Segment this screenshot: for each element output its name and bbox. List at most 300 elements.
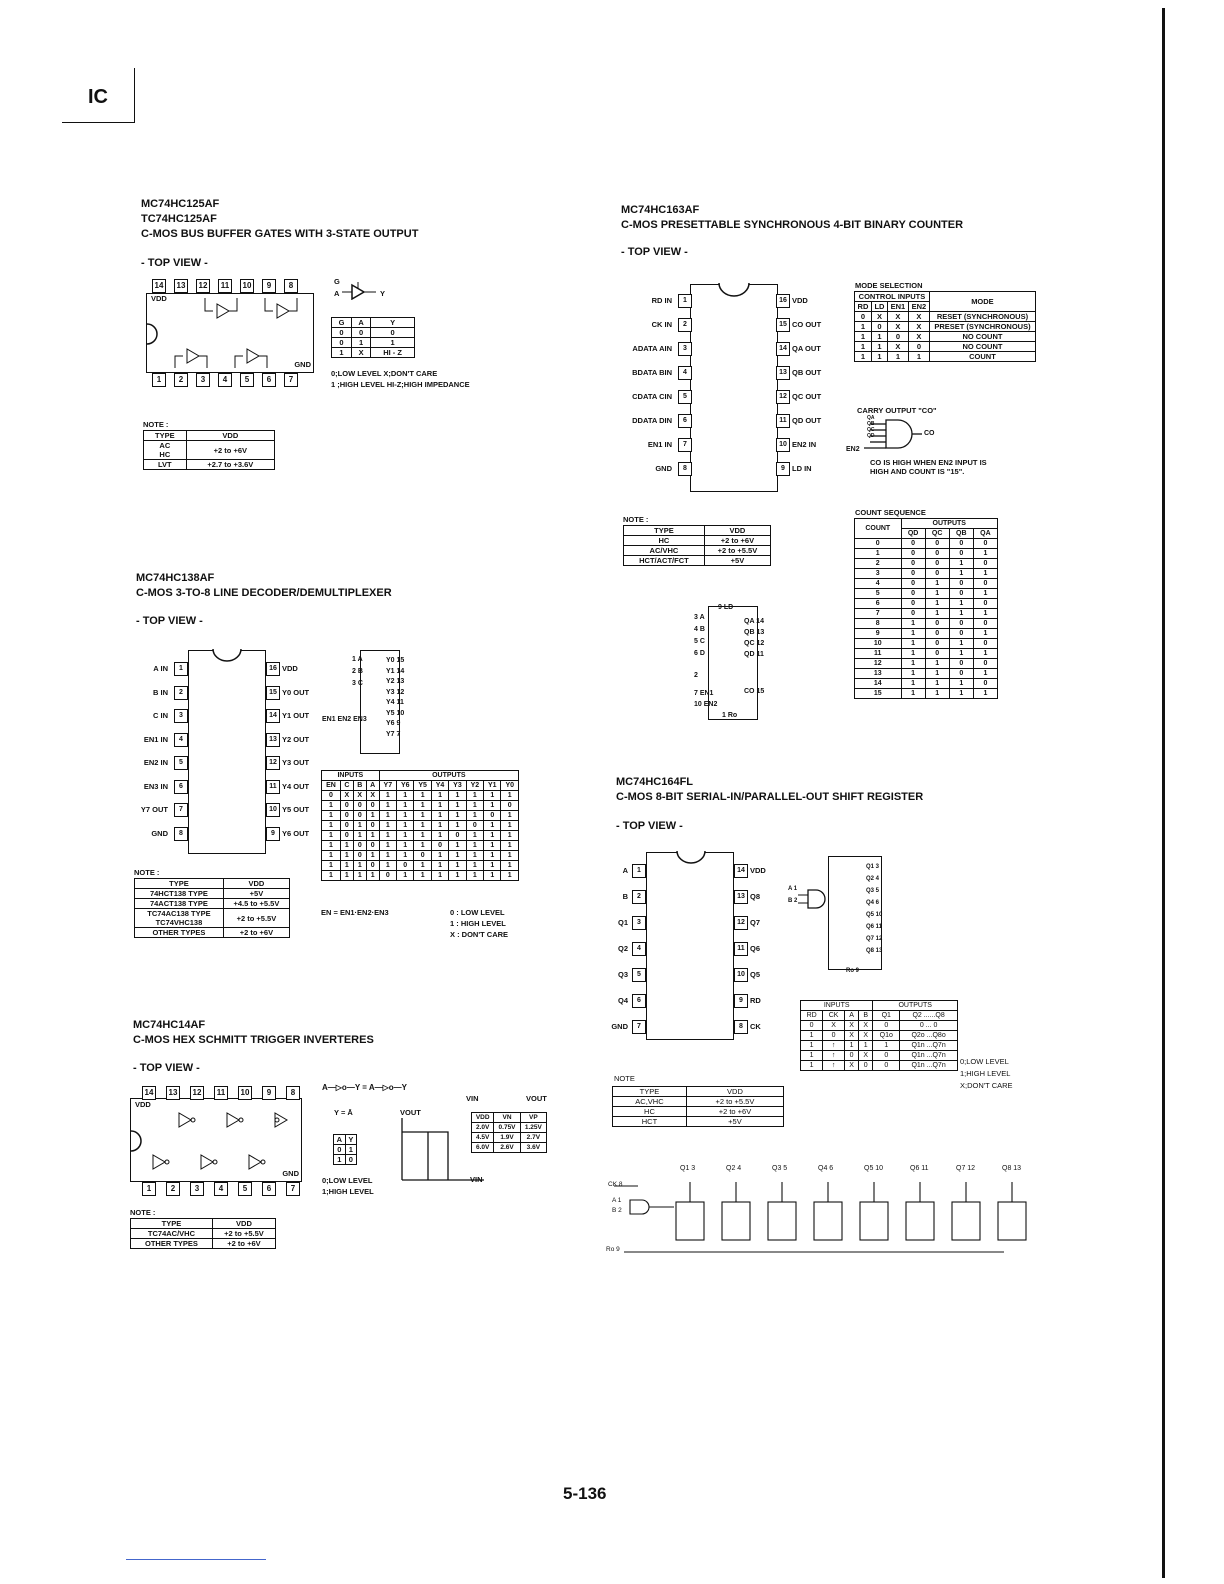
s164-right-pin-num: 9 [734,994,748,1008]
cell: 1 [844,1041,858,1051]
cell: 1 [397,801,414,811]
cell: AC,VHC [613,1097,687,1107]
s164-note-label: NOTE [614,1074,635,1083]
s164-chain-ro: Ro 9 [606,1246,620,1253]
s164-logic-out-2: Q3 5 [866,888,880,894]
cell: 0 [949,579,973,589]
s164-logic-bottom: Ro 9 [846,968,860,974]
cell: 0 [901,539,925,549]
cell: OUTPUTS [873,1001,958,1011]
s163-right-pin-num: 16 [776,294,790,308]
cell: 0 [340,801,353,811]
flip-flop [768,1202,796,1240]
header-cell: EN [322,781,341,791]
cell: 0 [844,1051,858,1061]
cell: QB [949,529,973,539]
s163-logic-out-0: QA 14 [744,618,764,625]
cell: +2 to +5.5V [223,909,289,928]
s125-top-pin: 8 [284,279,298,293]
cell: 1 [366,831,379,841]
s14-note-label: NOTE : [130,1208,156,1217]
s163-left-pin-label: BDATA BIN [632,368,672,377]
cell: 1 [973,549,997,559]
cell: X [844,1061,858,1071]
cell: +5V [223,889,289,899]
cell: 1 [873,1041,900,1051]
s163-left-pin-label: CDATA CIN [632,392,672,401]
cell: 1 [949,599,973,609]
s138-right-pin-label: Y1 OUT [282,711,310,720]
s163-logic-out-3: QD 11 [744,651,764,658]
cell: 0 [353,811,366,821]
table-row [855,312,1036,322]
cell: 1 [431,791,448,801]
cell: 1 [353,821,366,831]
s164-chain-ck: CK 8 [608,1181,623,1188]
cell: 1 [353,871,366,881]
s164-left-pin-num: 3 [632,916,646,930]
cell: X [887,342,908,352]
cell: 1 [379,811,396,821]
table-row [855,649,998,659]
s164-chain-output: Q7 12 [956,1165,976,1172]
cell: X [823,1021,845,1031]
cell: 1 [925,589,949,599]
s138-left-pin-num: 5 [174,756,188,770]
cell: +2 to +5.5V [704,546,770,556]
s163-carry-in-qa: QA [867,415,875,421]
cell: NO COUNT [929,332,1035,342]
s163-right-pin-num: 15 [776,318,790,332]
cell: 1 [949,569,973,579]
cell: 0 [873,1061,900,1071]
s125-sym-a: A [334,289,340,298]
cell: 0 [353,801,366,811]
s138-right-pin-num: 15 [266,686,280,700]
s164-chain-output: Q1 3 [680,1165,696,1172]
cell: TYPE [135,879,224,889]
s163-count-title: COUNT SEQUENCE [855,508,926,517]
cell: 1 [379,791,396,801]
cell: +2 to +6V [212,1239,275,1249]
table-row [855,569,998,579]
cell: AC/VHC [624,546,705,556]
cell: 1 [871,332,887,342]
s164-chain-output: Q8 13 [1002,1165,1022,1172]
s138-right-pin-label: VDD [282,664,298,673]
s164-legend-1: 0;LOW LEVEL [960,1057,1009,1066]
cell: 1 [973,669,997,679]
table-row [322,831,519,841]
s138-left-pin-label: A IN [153,664,168,673]
cell: X [908,332,929,342]
cell: +5V [686,1117,783,1127]
cell: 0 ... 0 [900,1021,958,1031]
table-row [855,352,1036,362]
s138-legend-1: 0 : LOW LEVEL [450,908,505,917]
header-cell: RD [801,1011,823,1021]
s138-logic-b: 2 B [352,668,363,675]
s164-legend-3: X;DON'T CARE [960,1081,1013,1090]
s164-right-pin-label: CK [750,1022,761,1031]
cell: 1 [379,851,396,861]
cell: 0 [949,669,973,679]
cell: 1 [340,851,353,861]
cell: 1 [449,801,466,811]
cell: 1 [322,871,341,881]
s164-left-pin-num: 4 [632,942,646,956]
s163-right-pin-num: 9 [776,462,790,476]
s163-carry-in-qc: QC [867,427,875,433]
s164-chip [646,852,734,1040]
s163-left-pin-num: 4 [678,366,692,380]
s163-right-pin-label: QA OUT [792,344,821,353]
cell: 0 [949,629,973,639]
cell: X [859,1031,873,1041]
cell: +2 to +6V [186,441,274,460]
cell: 1 [973,609,997,619]
cell: 0 [949,539,973,549]
s163-logic-out-2: QC 12 [744,640,765,647]
s14-inverters-drawing [131,1099,301,1181]
header-cell: Y2 [466,781,483,791]
cell: 1 [466,861,483,871]
table-row [855,689,998,699]
s138-line-2: C-MOS 3-TO-8 LINE DECODER/DEMULTIPLEXER [136,587,392,599]
s163-note-table [623,525,771,566]
s14-top-pin: 12 [190,1086,204,1100]
cell: 1 [379,821,396,831]
s14-note-table [130,1218,276,1249]
cell: 1 [501,811,519,821]
cell: OUTPUTS [901,519,997,529]
cell: 1 [334,1155,346,1165]
cell: 4.5V [472,1133,494,1143]
cell: HC [624,536,705,546]
table-row [801,1051,958,1061]
s125-top-pin: 12 [196,279,210,293]
footer-rule [126,1559,266,1560]
cell: 1 [501,871,519,881]
cell: Q1n ...Q7n [900,1041,958,1051]
s14-top-pin: 9 [262,1086,276,1100]
s163-right-pin-num: 11 [776,414,790,428]
cell: 0 [351,328,370,338]
cell: 1 [449,871,466,881]
s138-legend-2: 1 : HIGH LEVEL [450,919,506,928]
s138-left-pin-label: C IN [153,711,168,720]
s163-carry-note-1: CO IS HIGH WHEN EN2 INPUT IS [870,458,987,467]
cell: LVT [144,460,187,470]
cell: HCT/ACT/FCT [624,556,705,566]
cell: 0 [334,1145,346,1155]
cell: 1 [366,851,379,861]
cell: 1 [322,821,341,831]
cell: RESET (SYNCHRONOUS) [929,312,1035,322]
table-row [855,559,998,569]
cell: MODE [929,292,1035,312]
s14-legend-2: 1;HIGH LEVEL [322,1187,374,1196]
cell: +4.5 to +5.5V [223,899,289,909]
cell: 1 [414,861,431,871]
cell: +2 to +5.5V [212,1229,275,1239]
cell: 0 [901,589,925,599]
s138-note-label: NOTE : [134,868,160,877]
cell: 2.6V [494,1143,520,1153]
cell: 1 [431,871,448,881]
cell: 1 [925,609,949,619]
s163-carry-title: CARRY OUTPUT "CO" [857,406,937,415]
cell: VDD [212,1219,275,1229]
s163-right-pin-num: 12 [776,390,790,404]
s164-chain-output: Q5 10 [864,1165,884,1172]
s138-left-pin-num: 6 [174,780,188,794]
header-cell: B [859,1011,873,1021]
table-row [855,619,998,629]
cell: 1 [449,841,466,851]
cell: 0 [901,549,925,559]
s163-logic-in-3: 6 D [694,650,705,657]
s14-bottom-pin: 3 [190,1182,204,1196]
s125-sym-g: G [334,277,340,286]
flip-flop [906,1202,934,1240]
cell: 1 [345,1145,356,1155]
s163-left-pin-label: CK IN [651,320,672,329]
cell: 1 [414,871,431,881]
cell: 1 [397,811,414,821]
table-row [322,841,519,851]
cell: 1 [414,811,431,821]
cell: 0 [353,851,366,861]
flip-flop [860,1202,888,1240]
s138-left-pin-num: 1 [174,662,188,676]
cell: 0 [366,801,379,811]
s163-logic-in-1: 4 B [694,626,705,633]
s14-bottom-pin: 6 [262,1182,276,1196]
cell: 1 [501,861,519,871]
s14-bottom-pin: 1 [142,1182,156,1196]
cell: 2.7V [520,1133,546,1143]
s163-logic-in-2: 5 C [694,638,705,645]
s125-th-g: G [332,318,352,328]
cell: 0 [949,659,973,669]
cell: 1 [973,689,997,699]
cell: 0 [925,619,949,629]
s138-right-pin-label: Y2 OUT [282,734,310,744]
cell: X [844,1021,858,1031]
cell: 1 [449,811,466,821]
s164-left-pin-label: Q4 [617,996,628,1005]
s138-topview: - TOP VIEW - [136,615,203,627]
cell: 0 [859,1061,873,1071]
cell: 0 [855,312,872,322]
s125-vdd: VDD [151,294,167,303]
flip-flop [676,1202,704,1240]
s164-right-pin-label: Q7 [750,918,761,927]
s163-left-pin-label: DDATA DIN [632,416,672,425]
s14-vdd: VDD [135,1100,151,1109]
cell: VDD [686,1087,783,1097]
cell: 0 [366,821,379,831]
s163-carry-in-qd: QD [867,433,875,439]
s138-logic-a: 1 A [352,656,363,663]
table-row [855,659,998,669]
s125-sym-y: Y [380,289,386,298]
s125-top-pin: 10 [240,279,254,293]
cell: 0 [901,559,925,569]
s164-logic-out-5: Q6 11 [866,924,883,930]
cell: 1 [366,811,379,821]
s14-chip [130,1098,302,1182]
cell: 1 [322,861,341,871]
cell: 2 [855,559,902,569]
cell: VP [520,1113,546,1123]
cell: 0 [501,801,519,811]
cell: ↑ [823,1061,845,1071]
cell: 1 [801,1051,823,1061]
s163-left-pin-label: RD IN [651,296,672,305]
cell: 1 [855,332,872,342]
s125-legend-1: 0;LOW LEVEL X;DON'T CARE [331,369,438,378]
cell: X [887,322,908,332]
s138-right-pin-label: Y3 OUT [282,758,310,767]
cell: 74HCT138 TYPE [135,889,224,899]
cell: TYPE [144,431,187,441]
table-row [322,791,519,801]
s163-right-pin-label: VDD [792,296,808,305]
s14-top-pin: 14 [142,1086,156,1100]
cell: 1 [414,831,431,841]
s163-logic-in-4: 2 [694,672,698,679]
cell: X [859,1021,873,1031]
cell: 1 [901,639,925,649]
s164-chain-output: Q6 11 [910,1165,929,1172]
cell: 1 [973,629,997,639]
cell: EN2 [908,302,929,312]
s164-logic-in-a: A 1 [788,886,798,892]
cell: HCT [613,1117,687,1127]
cell: 1 [397,851,414,861]
cell: 15 [855,689,902,699]
cell: 10 [855,639,902,649]
header-cell: Y3 [449,781,466,791]
s163-left-pin-num: 8 [678,462,692,476]
flip-flop [722,1202,750,1240]
s163-left-pin-label: EN1 IN [647,440,672,449]
cell: 1 [353,861,366,871]
cell: 0 [973,559,997,569]
cell: 1 [322,841,341,851]
s164-right-pin-num: 8 [734,1020,748,1034]
s14-topview: - TOP VIEW - [133,1062,200,1074]
s125-gnd: GND [294,360,311,369]
cell: 0 [366,841,379,851]
cell: 1.9V [494,1133,520,1143]
table-row [322,871,519,881]
s163-logic-in-6: 10 EN2 [694,701,718,708]
cell: X [887,312,908,322]
cell: Q1n ...Q7n [900,1061,958,1071]
cell: 1 [855,322,872,332]
cell: 0 [371,328,415,338]
s163-count-table [854,518,998,699]
cell: 1 [801,1031,823,1041]
s164-left-pin-label: Q3 [617,970,628,979]
cell: +2.7 to +3.6V [186,460,274,470]
cell: A [334,1135,346,1145]
cell: 1 [901,659,925,669]
cell: 1 [466,801,483,811]
cell: 1 [322,831,341,841]
cell: TC74AC/VHC [131,1229,213,1239]
cell: 1 [322,801,341,811]
cell: 1 [501,831,519,841]
s164-left-pin-num: 7 [632,1020,646,1034]
s163-logic-out-1: QB 13 [744,629,765,636]
s164-and-icon [798,888,832,910]
cell: 1 [949,639,973,649]
cell: 0 [366,861,379,871]
cell: 1 [414,841,431,851]
cell: 1 [501,791,519,801]
s164-truth-body [801,1011,958,1071]
s163-count-body [855,539,998,699]
cell: 0 [345,1155,356,1165]
s138-right-pin-label: Y6 OUT [282,828,310,838]
cell: 1 [466,811,483,821]
s163-left-pin-label: GND [655,464,672,473]
cell: COUNT [929,352,1035,362]
cell: OTHER TYPES [135,928,224,938]
cell: Y [345,1135,356,1145]
s125-bottom-pin: 2 [174,373,188,387]
cell: X [908,322,929,332]
cell: 1 [332,348,352,358]
cell: VDD [186,431,274,441]
s138-chip [188,650,266,854]
cell: X [908,312,929,322]
table-row [855,599,998,609]
s163-carry-in-qb: QB [867,421,875,427]
s164-logic-out-4: Q5 10 [866,912,883,918]
s138-left-pin-num: 8 [174,827,188,841]
cell: 0 [901,569,925,579]
cell: 1 [397,841,414,851]
cell: 4 [855,579,902,589]
cell: 0 [873,1021,900,1031]
s14-vout-label: VOUT [400,1108,421,1117]
cell: 1 [340,861,353,871]
table-row [855,609,998,619]
s163-left-pin-num: 2 [678,318,692,332]
cell: ↑ [823,1041,845,1051]
cell: 0 [908,342,929,352]
cell: 0 [873,1051,900,1061]
s125-note-table [143,430,275,470]
cell: 3 [855,569,902,579]
s14-bottom-pin: 7 [286,1182,300,1196]
cell: TYPE [131,1219,213,1229]
s164-right-pin-num: 10 [734,968,748,982]
s138-left-pin-label: Y7 OUT [140,805,168,814]
cell: 0 [901,599,925,609]
s125-topview: - TOP VIEW - [141,257,208,269]
cell: 1 [949,649,973,659]
cell: 1 [379,801,396,811]
cell: HC [613,1107,687,1117]
header-cell: Y5 [414,781,431,791]
cell: 1 [379,841,396,851]
